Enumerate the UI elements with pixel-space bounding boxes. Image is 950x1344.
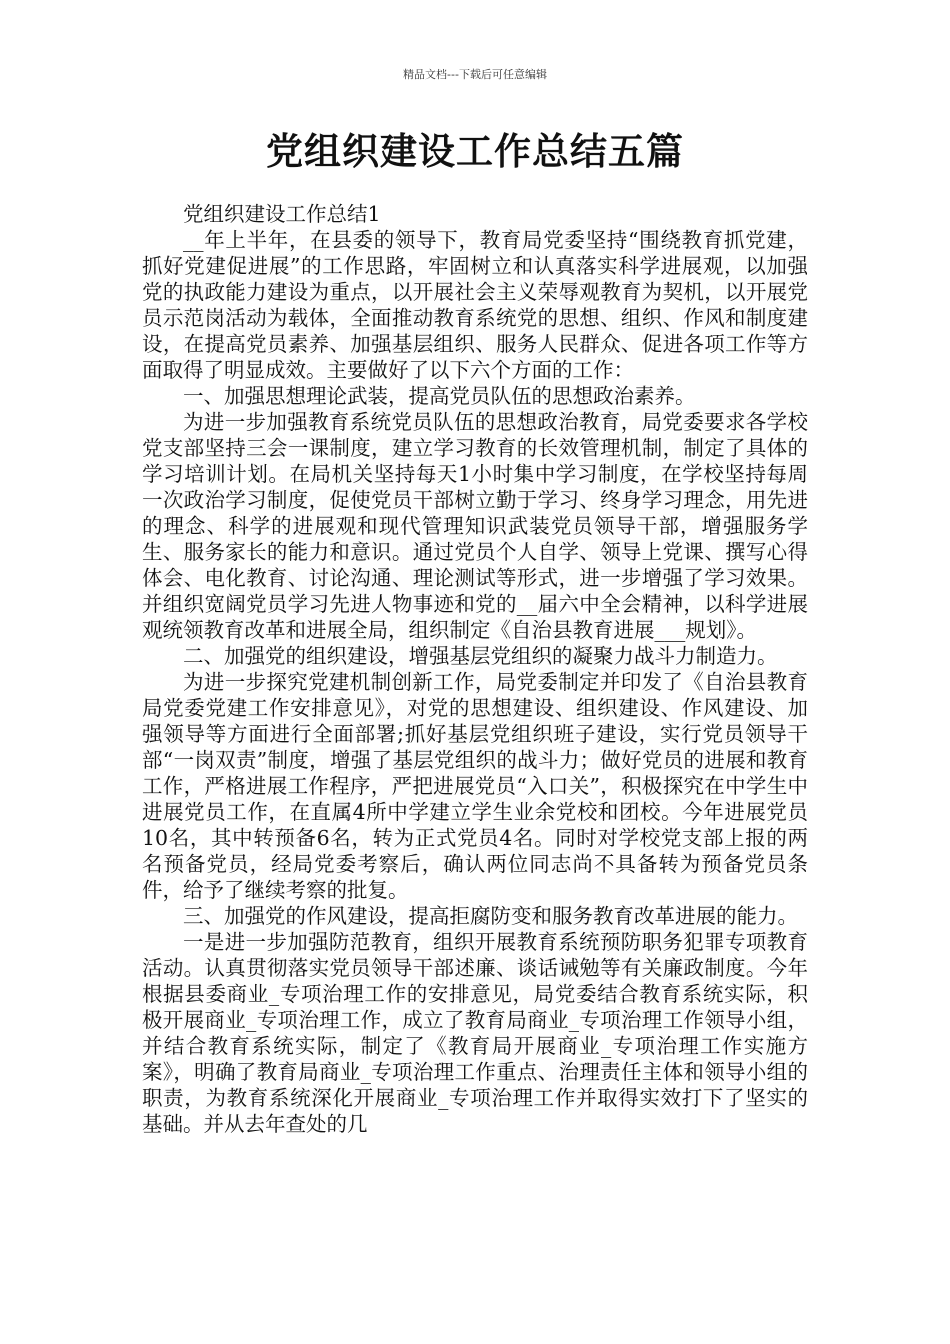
body-paragraph: __年上半年，在县委的领导下，教育局党委坚持“围绕教育抓党建，抓好党建促进展”的工作思路，牢固树立和认真落实科学进展观，以加强党的执政能力建设为重点，以开展社会主义荣辱观教育为契机，以开展党员示范岗活动为载体，全面推动教育系统党的思想、组织、作风和制度建设，在提高党员素养、加强基层组织、服务人民群众、促进各项工作等方面取得了明显成效。主要做好了以下六个方面的工作： <box>142 228 808 382</box>
document-title: 党组织建设工作总结五篇 <box>266 130 684 173</box>
body-paragraph: 为进一步探究党建机制创新工作，局党委制定并印发了《自治县教育局党委党建工作安排意见》，对党的思想建设、组织建设、作风建设、加强领导等方面进行全面部署;抓好基层党组织班子建设，实行党员领导干部“一岗双责”制度，增强了基层党组织的战斗力；做好党员的进展和教育工作，严格进展工作程序，严把进展党员“入口关”，积极探究在中学生中进展党员工作，在直属4所中学建立学生业余党校和团校。今年进展党员10名，其中转预备6名，转为正式党员4名。同时对学校党支部上报的两名预备党员，经局党委考察后，确认两位同志尚不具备转为预备党员条件，给予了继续考察的批复。 <box>142 670 808 902</box>
section-heading: 三、加强党的作风建设，提高拒腐防变和服务教育改革进展的能力。 <box>183 904 798 928</box>
body-paragraph: 一是进一步加强防范教育，组织开展教育系统预防职务犯罪专项教育活动。认真贯彻落实党员领导干部述廉、谈话诫勉等有关廉政制度。今年根据县委商业_专项治理工作的安排意见，局党委结合教育系统实际，积极开展商业_专项治理工作，成立了教育局商业_专项治理工作领导小组，并结合教育系统实际，制定了《教育局开展商业_专项治理工作实施方案》，明确了教育局商业_专项治理工作重点、治理责任主体和领导小组的职责，为教育系统深化开展商业_专项治理工作并取得实效打下了坚实的基础。并从去年查处的几 <box>142 930 808 1136</box>
section-heading: 一、加强思想理论武装，提高党员队伍的思想政治素养。 <box>183 384 696 408</box>
document-body <box>142 201 808 1137</box>
section-heading: 二、加强党的组织建设，增强基层党组织的凝聚力战斗力制造力。 <box>183 644 778 668</box>
header-note: 精品文档---下载后可任意编辑 <box>403 68 547 81</box>
body-paragraph: 为进一步加强教育系统党员队伍的思想政治教育，局党委要求各学校党支部坚持三会一课制度，建立学习教育的长效管理机制，制定了具体的学习培训计划。在局机关坚持每天1小时集中学习制度，在学校坚持每周一次政治学习制度，促使党员干部树立勤于学习、终身学习理念，用先进的理念、科学的进展观和现代管理知识武装党员领导干部，增强服务学生、服务家长的能力和意识。通过党员个人自学、领导上党课、撰写心得体会、电化教育、讨论沟通、理论测试等形式，进一步增强了学习效果。并组织宽阔党员学习先进人物事迹和党的__届六中全会精神，以科学进展观统领教育改革和进展全局，组织制定《自治县教育进展___规划》。 <box>142 410 808 642</box>
section-heading: 党组织建设工作总结1 <box>183 202 381 226</box>
